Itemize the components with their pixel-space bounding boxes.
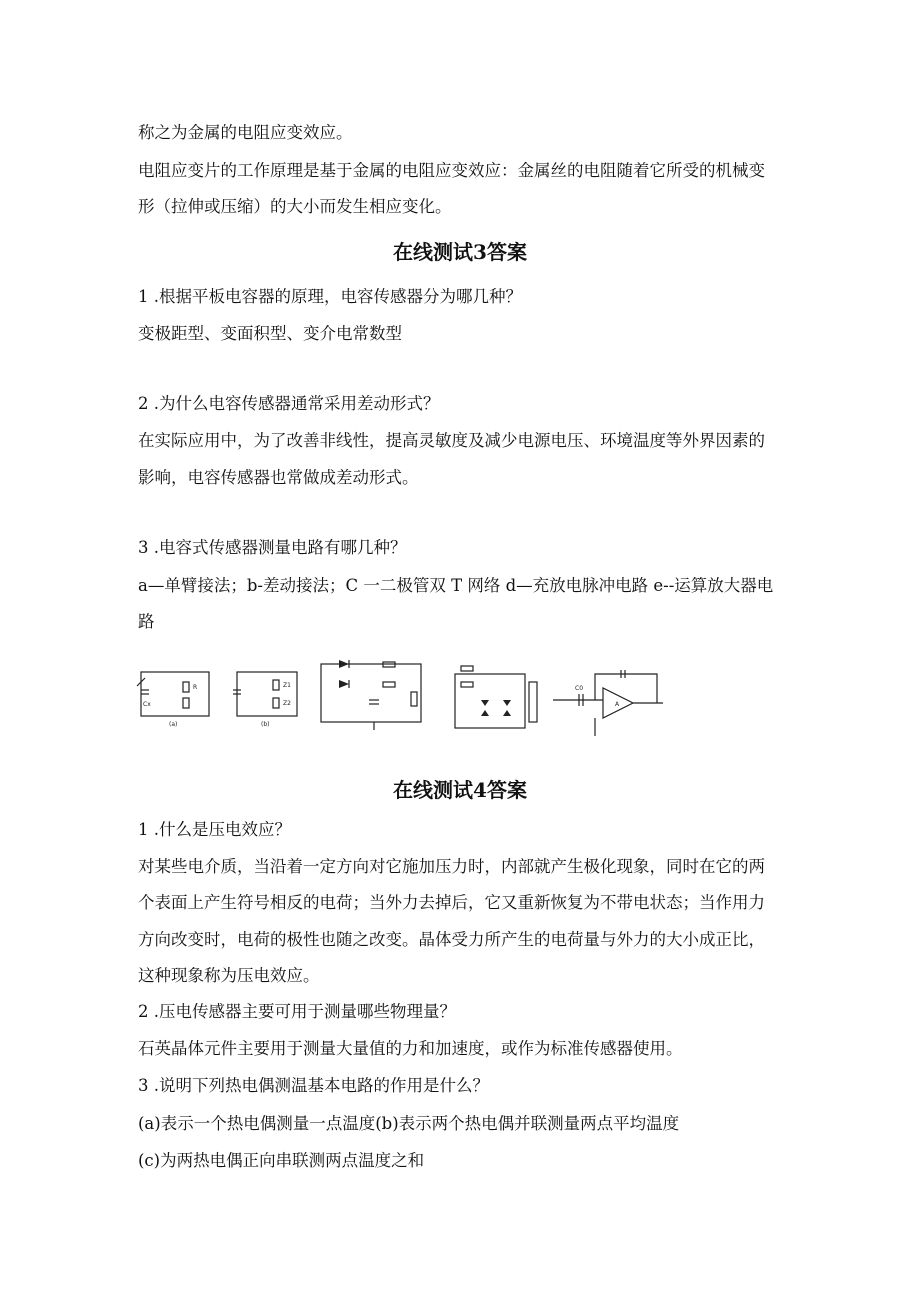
circuit-c0-label: C0 (575, 685, 584, 692)
test4-answer-2: 石英晶体元件主要用于测量大量值的力和加速度，或作为标准传感器使用。 (138, 1039, 683, 1058)
test3-answer-3-line-1: a—单臂接法；b-差动接法；C 一二极管双 T 网络 d—充放电脉冲电路 e--运算放大器电 (138, 576, 774, 595)
test4-answer-1-line-4: 这种现象称为压电效应。 (138, 966, 320, 985)
circuit-single-arm (137, 672, 209, 728)
test3-answer-2-line-2: 影响，电容传感器也常做成差动形式。 (138, 468, 419, 487)
circuit-op-amp (553, 670, 663, 736)
test3-title: 在线测试3答案 (393, 240, 527, 264)
test3-answer-3-line-2: 路 (138, 612, 155, 631)
test4-answer-1-line-2: 个表面上产生符号相反的电荷；当外力去掉后，它又重新恢复为不带电状态；当作用力 (138, 893, 765, 912)
svg-text:Z2: Z2 (283, 700, 291, 707)
test4-title: 在线测试4答案 (393, 778, 527, 802)
test4-answer-3-line-1: (a)表示一个热电偶测量一点温度(b)表示两个热电偶并联测量两点平均温度 (138, 1114, 680, 1133)
test3-answer-2-line-1: 在实际应用中，为了改善非线性，提高灵敏度及减少电源电压、环境温度等外界因素的 (138, 431, 765, 450)
test3-question-3: 3 .电容式传感器测量电路有哪几种？ (138, 538, 407, 557)
intro-line-2: 电阻应变片的工作原理是基于金属的电阻应变效应：金属丝的电阻随着它所受的机械变 (138, 161, 765, 180)
intro-line-3: 形（拉伸或压缩）的大小而发生相应变化。 (138, 197, 452, 216)
test3-question-1: 1 .根据平板电容器的原理，电容传感器分为哪几种？ (138, 287, 522, 306)
capacitive-measurement-circuits-figure (133, 652, 673, 740)
circuit-amp-label: A (615, 701, 620, 708)
circuit-cx-label: Cx (143, 701, 151, 708)
svg-text:R: R (193, 684, 198, 691)
test4-answer-1-line-3: 方向改变时，电荷的极性也随之改变。晶体受力所产生的电荷量与外力的大小成正比， (138, 930, 765, 949)
circuit-a-label: (a) (169, 721, 178, 728)
test4-question-1: 1 .什么是压电效应？ (138, 820, 291, 839)
circuit-charge-discharge-pulse (455, 666, 537, 728)
circuit-differential (233, 672, 297, 728)
intro-line-1: 称之为金属的电阻应变效应。 (138, 123, 353, 142)
svg-text:Z1: Z1 (283, 682, 291, 689)
test3-question-2: 2 .为什么电容传感器通常采用差动形式？ (138, 394, 440, 413)
circuit-b-label: (b) (261, 721, 270, 728)
test4-question-3: 3 .说明下列热电偶测温基本电路的作用是什么？ (138, 1076, 489, 1095)
test4-question-2: 2 .压电传感器主要可用于测量哪些物理量？ (138, 1002, 456, 1021)
test4-answer-3-line-2: (c)为两热电偶正向串联测两点温度之和 (138, 1151, 425, 1170)
circuit-diode-t-network (321, 660, 421, 730)
test3-answer-1: 变极距型、变面积型、变介电常数型 (138, 324, 402, 343)
test4-answer-1-line-1: 对某些电介质，当沿着一定方向对它施加压力时，内部就产生极化现象，同时在它的两 (138, 857, 765, 876)
